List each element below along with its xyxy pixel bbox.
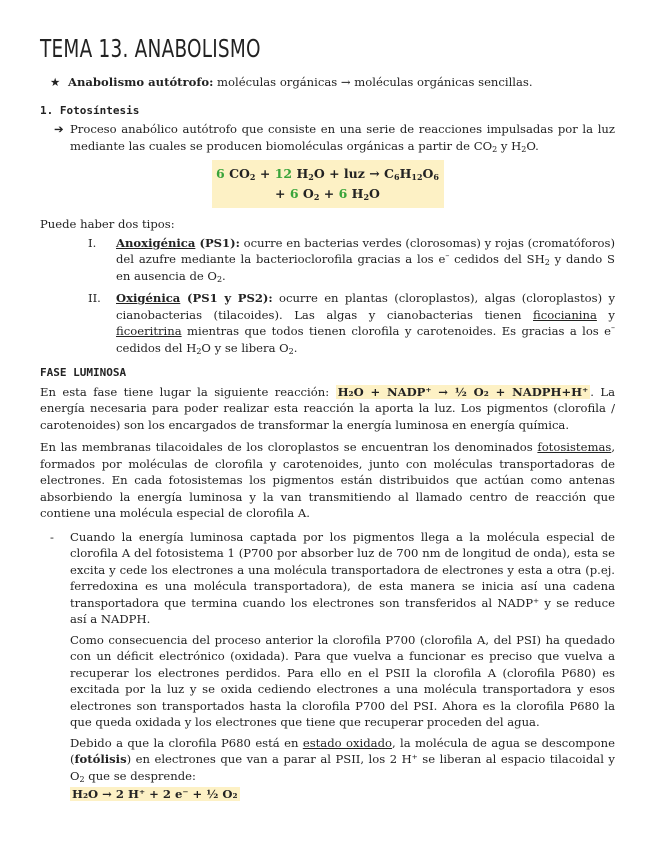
- pigment-ficocianina: ficocianina: [533, 307, 597, 322]
- types-intro: Puede haber dos tipos:: [40, 217, 175, 231]
- fase-bullet-3: Debido a que la clorofila P680 está en estado oxidado, la molécula de agua se descompone (fotólisis) en electrones que van a parar al PSII, los 2 H⁺ se liberan al espacio tilacoidal y $O_2$ que se desprende:: [70, 735, 615, 784]
- type-item-anoxigenica: I. Anoxigénica (PS1): ocurre en bacterias verdes (clorosomas) y rojas (cromatóforos) del azufre mediante la bacterioclorofila gracias a los e– cedidos del $SH_2$ y dando S en ausencia de $O_2$.: [88, 235, 615, 284]
- star-icon: ★: [50, 75, 61, 89]
- fase-bullet-1: Cuando la energía luminosa captada por los pigmentos llega a la molécula especial de clorofila A del fotosistema 1 (P700 por absorber luz de 700 nm de longitud de onda), esta se excita y cede los electrones a una molécula transportadora de electrones y esta a otra (p.ej. ferredoxina es una molécula transportadora), de esta manera se inicia así una cadena transportadora que termina cuando los electrones son transferidos al NADP⁺ y se reduce así a NADPH.: [70, 529, 615, 626]
- section-heading-fotosintesis: 1. Fotosíntesis: [40, 103, 140, 117]
- fase-bullet-2: Como consecuencia del proceso anterior la clorofila P700 (clorofila A, del PSI) ha quedado con un déficit electrónico (oxidada). Para que vuelva a funcionar es preciso que vuelva a recuperar los electrones perdidos. Para ello en el PSII la clorofila A (clorofila P680) es excitada por la luz y se oxida cediendo electrones a una molécula transportadora y esos electrones son transportados hasta la clorofila P700 del PSI. Ahora es la clorofila P680 la que queda oxidada y los electrones que tiene que recuperar proceden del agua.: [70, 632, 615, 729]
- intro-text: moléculas orgánicas → moléculas orgánicas sencillas.: [213, 75, 533, 89]
- dash-marker: -: [50, 529, 54, 544]
- definition-item: ➔ Proceso anabólico autótrofo que consiste en una serie de reacciones impulsadas por la luz mediante las cuales se producen biomoléculas orgánicas a partir de $CO_2$ y $H_2O$.: [54, 122, 615, 154]
- photolysis-equation: H₂O → 2 H⁺ + 2 e⁻ + ½ O₂: [72, 787, 238, 801]
- fase-paragraph-1: En esta fase tiene lugar la siguiente reacción: H₂O + NADP⁺ → ½ O₂ + NADPH+H⁺ . La energía necesaria para poder realizar esta reacción la aporta la luz. Los pigmentos (clorofila / carotenoides) son los encargados de transformar la energía luminosa en energía química.: [40, 384, 615, 432]
- document-page: TEMA 13. ANABOLISMO ★ Anabolismo autótrofo: moléculas orgánicas → moléculas orgánicas sencillas. 1. Fotosíntesis ➔ Proceso anabólico autótrofo que consiste en una serie de reacciones impulsadas por la luz mediante las cuales se producen biomoléculas orgánicas a partir de $CO_2$ y $H_2O$. 6 $CO_2 + 12$ $H_2O$ + luz → $C_6H_{12}O_6 + 6$ $O_2 + 6$ $H_2O$ Puede haber dos tipos: I. Anoxigénica (PS1): ocurre en bacterias verdes (clorosomas) y rojas (cromatóforos) del azufre mediante la bacterioclorofila gracias a los e– cedidos del $SH_2$ y dando S en ausencia de $O_2$. II. Oxigénica (PS1 y PS2): ocurre en plantas (cloroplastos), algas (cloroplastos) y cianobacterias (tilacoides). Las algas y cianobacterias tienen ficocianina y ficoeritrina mientras que todos tienen clorofila y carotenoides. Es gracias a los e– cedidos del $H_2O$ y se libera $O_2$. FASE LUMINOSA En esta fase tiene lugar la siguiente reacción: H₂O + NADP⁺ → ½ O₂ + NADPH+H⁺ . La energía necesaria para poder realizar esta reacción la aporta la luz. Los pigmentos (clorofila / carotenoides) son los encargados de transformar la energía luminosa en energía química. En las membranas tilacoidales de los cloroplastos se encuentran los denominados fotosistemas, formados por moléculas de clorofila y carotenoides, junto con moléculas transportadoras de electrones. En cada fotosistemas los pigmentos están distribuidos que actúan como antenas absorbiendo la energía luminosa y la van transmitiendo al llamado centro de reacción que contiene una molécula especial de clorofila A. - Cuando la energía luminosa captada por los pigmentos llega a la molécula especial de clorofila A del fotosistema 1 (P700 por absorber luz de 700 nm de longitud de onda), esta se excita y cede los electrones a una molécula transportadora de electrones y esta a otra (p.ej. ferredoxina es una molécula transportadora), de esta manera se inicia así una cadena transportadora que termina cuando los electrones son transferidos al NADP⁺ y se reduce así a NADPH. Como consecuencia del proceso anterior la clorofila P700 (clorofila A, del PSI) ha quedado con un déficit electrónico (oxidada). Para que vuelva a funcionar es preciso que vuelva a recuperar los electrones perdidos. Para ello en el PSII la clorofila A (clorofila P680) es excitada por la luz y se oxida cediendo electrones a una molécula transportadora y esos electrones son transportados hasta la clorofila P700 del PSI. Ahora es la clorofila P680 la que queda oxidada y los electrones que tiene que recuperar proceden del agua. Debido a que la clorofila P680 está en estado oxidado, la molécula de agua se descompone (fotólisis) en electrones que van a parar al PSII, los 2 H⁺ se liberan al espacio tilacoidal y $O_2$ que se desprende: H₂O → 2 H⁺ + 2 e⁻ + ½ O₂: [40, 34, 615, 801]
- type-item-oxigenica: II. Oxigénica (PS1 y PS2): ocurre en plantas (cloroplastos), algas (cloroplastos) y cianobacterias (tilacoides). Las algas y cianobacterias tienen ficocianina y ficoeritrina mientras que todos tienen clorofila y carotenoides. Es gracias a los e– cedidos del $H_2O$ y se libera $O_2$.: [88, 291, 615, 356]
- arrow-icon: ➔: [54, 122, 64, 136]
- intro-label: Anabolismo autótrofo:: [68, 75, 214, 89]
- definition-text-a: Proceso anabólico autótrofo que consiste en una serie de reacciones impulsadas por la luz mediante las cuales se producen biomoléculas orgánicas a partir de CO: [70, 122, 615, 153]
- definition-text-b: y H: [497, 138, 522, 153]
- intro-item: [40, 74, 615, 91]
- photosynthesis-equation: 6 $CO_2 + 12$ $H_2O$ + luz → $C_6H_{12}O_6 + 6$ $O_2 + 6$ $H_2O$: [212, 160, 444, 208]
- fase-paragraph-2: En las membranas tilacoidales de los cloroplastos se encuentran los denominados fotosistemas, formados por moléculas de clorofila y carotenoides, junto con moléculas transportadoras de electrones. En cada fotosistemas los pigmentos están distribuidos que actúan como antenas absorbiendo la energía luminosa y la van transmitiendo al llamado centro de reacción que contiene una molécula especial de clorofila A.: [40, 440, 615, 520]
- type-name: Anoxigénica: [116, 235, 196, 250]
- section-heading-fase-luminosa: FASE LUMINOSA: [40, 366, 127, 379]
- pigment-ficoeritrina: ficoeritrina: [116, 324, 182, 338]
- fase-list-item: [40, 529, 615, 803]
- type-name: Oxigénica: [116, 291, 181, 305]
- definition-text-c: O.: [526, 138, 539, 153]
- reaction-highlight: H₂O + NADP⁺ → ½ O₂ + NADPH+H⁺: [337, 384, 589, 399]
